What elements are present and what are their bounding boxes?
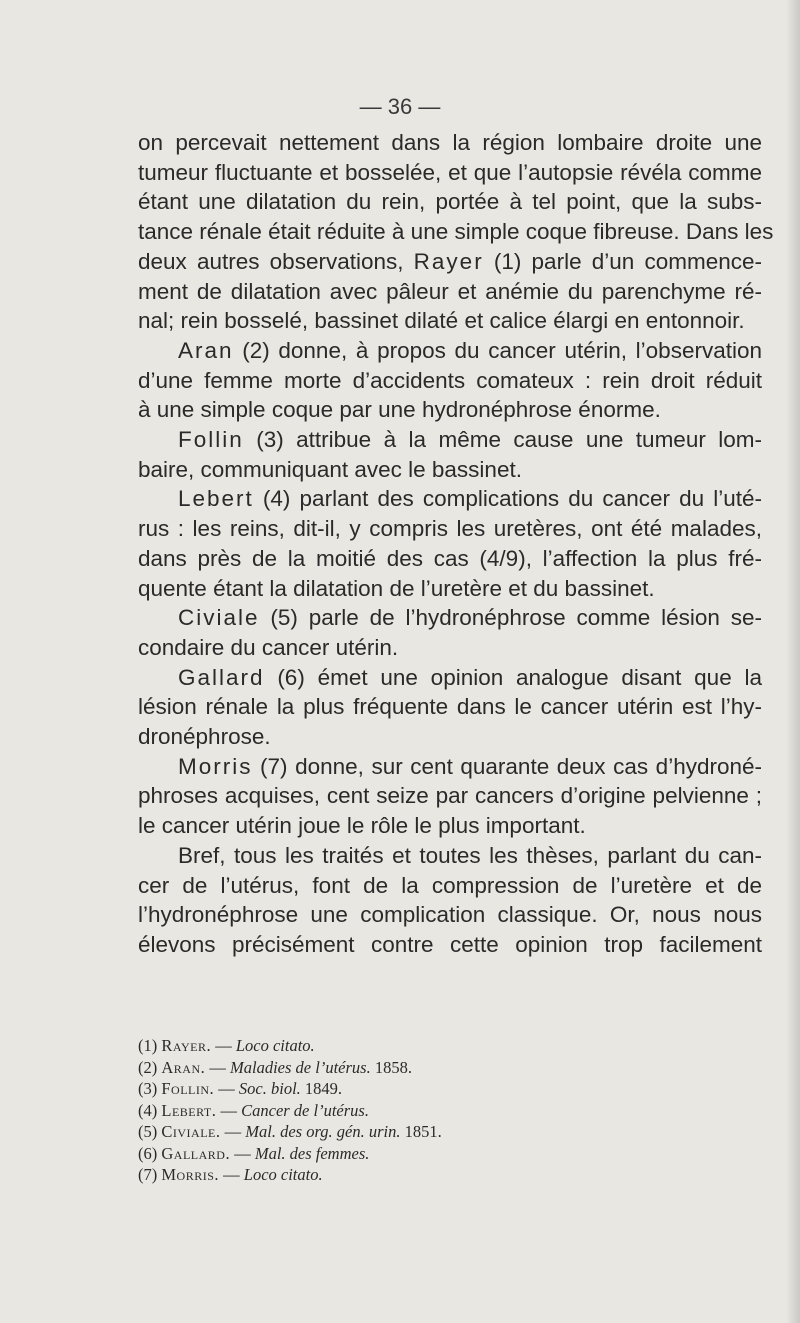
footnotes <box>138 1035 698 1186</box>
author-name: Rayer <box>413 248 484 274</box>
footnote-number: (7) <box>138 1165 162 1184</box>
footnote-title: Loco citato. <box>235 1036 315 1055</box>
paragraph <box>138 336 762 425</box>
paragraph <box>138 425 762 484</box>
page-edge-shadow <box>786 0 800 1323</box>
paragraph <box>138 841 762 960</box>
text-line: on percevait nettement dans la région lombaire droite une <box>138 130 762 155</box>
author-name: Aran <box>178 337 234 363</box>
footnote: (5) Civiale. — Mal. des org. gén. urin. 1851. <box>138 1122 442 1141</box>
footnote-author: Gallard. <box>161 1143 231 1163</box>
text-line: le cancer utérin joue le rôle le plus important. <box>138 813 586 839</box>
text-line: ment de dilatation avec pâleur et anémie du parenchyme ré- <box>138 278 762 304</box>
paragraph <box>138 752 762 841</box>
paragraph <box>138 603 762 662</box>
footnote-author: Rayer. <box>161 1036 212 1055</box>
footnote: (2) Aran. — Maladies de l’utérus. 1858. <box>138 1057 412 1077</box>
text-line: à une simple coque par une hydronéphrose énorme. <box>138 397 661 423</box>
author-name: Gallard <box>178 664 265 690</box>
footnote-number: (3) <box>138 1079 162 1098</box>
footnote-title: Mal. des femmes. <box>254 1143 370 1163</box>
footnote-year: 1851. <box>400 1122 442 1141</box>
footnote-number: (4) <box>138 1100 162 1120</box>
text-line: nal; rein bosselé, bassinet dilaté et calice élargi en entonnoir. <box>138 308 745 334</box>
text-line: Civiale (5) parle de l’hydronéphrose comme lésion se- <box>178 605 762 631</box>
author-name: Civiale <box>178 605 260 631</box>
text-line: condaire du cancer utérin. <box>138 634 399 660</box>
footnote-title: Cancer de l’utérus. <box>241 1100 369 1120</box>
footnote-number: (2) <box>138 1057 162 1077</box>
footnote-author: Lebert. <box>161 1100 217 1120</box>
text-line: tance rénale était réduite à une simple coque fibreuse. Dans les <box>138 219 774 245</box>
paragraph <box>138 484 762 603</box>
text-line: Aran (2) donne, à propos du cancer utérin, l’observation <box>178 337 762 363</box>
text-line: dronéphrose. <box>138 724 271 750</box>
author-name: Lebert <box>178 486 254 512</box>
footnote-author: Aran. <box>161 1057 206 1077</box>
footnote-year: 1858. <box>370 1057 412 1077</box>
text-line: rus : les reins, dit-il, y compris les uretères, ont été malades, <box>138 516 762 542</box>
text-line: lésion rénale la plus fréquente dans le cancer utérin est l’hy- <box>138 694 762 720</box>
footnote-title: Maladies de l’utérus. <box>230 1057 371 1077</box>
paragraph <box>138 663 762 752</box>
text-line: d’une femme morte d’accidents comateux : rein droit réduit <box>138 367 762 393</box>
text-line: baire, communiquant avec le bassinet. <box>138 456 522 482</box>
paragraph <box>138 128 774 336</box>
text-line: l’hydronéphrose une complication classique. Or, nous nous <box>138 902 762 928</box>
footnote-number: (1) <box>138 1036 162 1055</box>
footnote-number: (6) <box>138 1143 162 1163</box>
footnote: (3) Follin. — Soc. biol. 1849. <box>138 1079 343 1098</box>
text-line: Follin (3) attribue à la même cause une tumeur lom- <box>178 427 762 453</box>
text-line: deux autres observations, Rayer (1) parle d’un commence- <box>138 248 762 274</box>
text-line: phroses acquises, cent seize par cancers d’origine pelvienne ; <box>138 783 762 809</box>
body-text <box>138 128 774 960</box>
footnote-author: Follin. <box>161 1079 215 1098</box>
footnote-title: Soc. biol. <box>238 1079 301 1098</box>
text-line: Lebert (4) parlant des complications du cancer du l’uté- <box>178 486 762 512</box>
footnote-title: Mal. des org. gén. urin. <box>245 1122 401 1141</box>
footnote: (7) Morris. — Loco citato. <box>138 1165 323 1184</box>
text-line: Bref, tous les traités et toutes les thèses, parlant du can- <box>178 842 762 868</box>
footnote: (6) Gallard. — Mal. des femmes. <box>138 1143 370 1163</box>
page-number: — 36 — <box>359 94 441 119</box>
footnote-number: (5) <box>138 1122 162 1141</box>
author-name: Follin <box>178 427 244 453</box>
text-line: dans près de la moitié des cas (4/9), l’affection la plus fré- <box>138 545 762 571</box>
text-line: Morris (7) donne, sur cent quarante deux cas d’hydroné- <box>178 753 762 779</box>
footnote-author: Morris. <box>161 1165 220 1184</box>
footnote: (4) Lebert. — Cancer de l’utérus. <box>138 1100 369 1120</box>
footnote-author: Civiale. <box>161 1122 221 1141</box>
text-line: Gallard (6) émet une opinion analogue disant que la <box>178 664 762 690</box>
author-name: Morris <box>178 753 253 779</box>
text-line: quente étant la dilatation de l’uretère et du bassinet. <box>138 575 655 601</box>
footnote-title: Loco citato. <box>243 1165 323 1184</box>
footnote-year: 1849. <box>300 1079 343 1098</box>
footnote: (1) Rayer. — Loco citato. <box>138 1036 315 1055</box>
text-line: élevons précisément contre cette opinion trop facilement <box>138 931 762 957</box>
text-line: tumeur fluctuante et bosselée, et que l’autopsie révéla comme <box>138 159 762 185</box>
text-line: cer de l’utérus, font de la compression de l’uretère et de <box>138 872 762 898</box>
text-line: étant une dilatation du rein, portée à tel point, que la subs- <box>138 189 762 215</box>
